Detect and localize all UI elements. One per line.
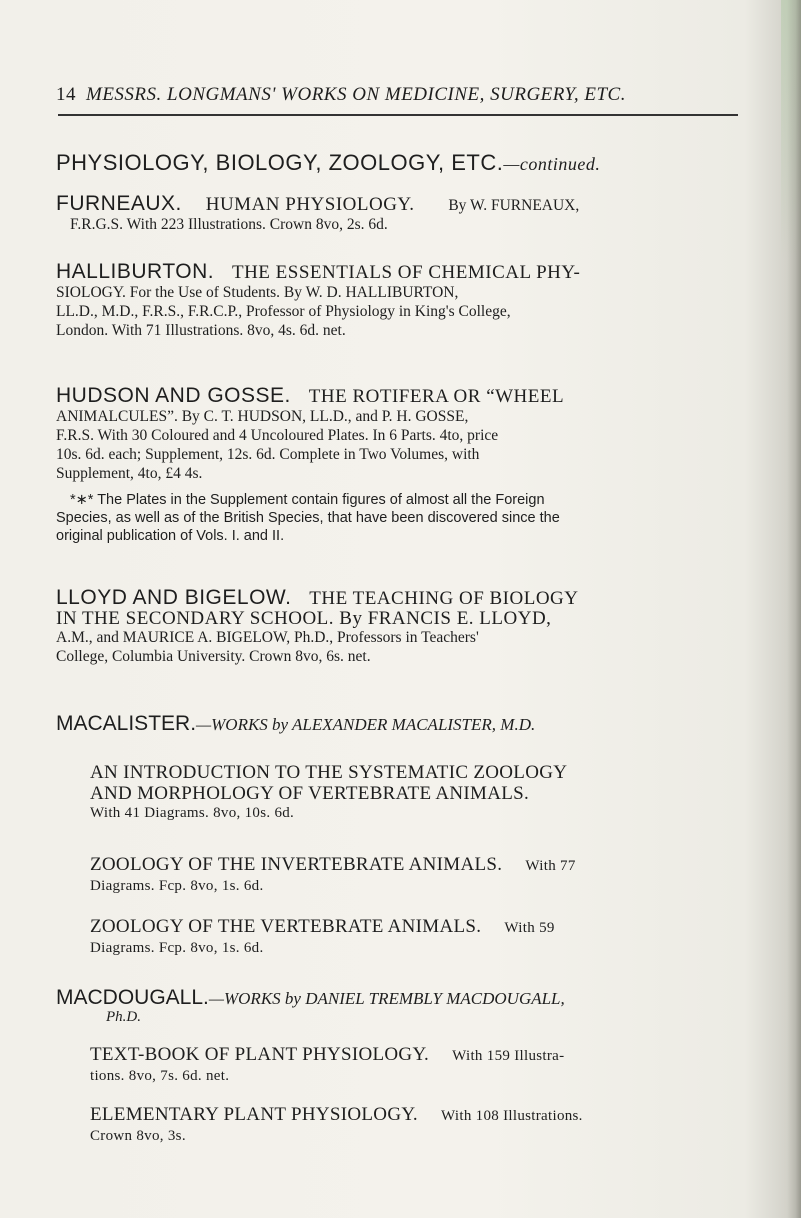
header-rule [58, 114, 738, 116]
author-works-heading-macdougall [56, 986, 565, 1024]
works-by-line: —WORKS by ALEXANDER MACALISTER, M.D. [196, 715, 536, 734]
running-head [56, 84, 756, 106]
work-tail: With 108 Illustrations. [441, 1108, 583, 1124]
entry-line: SIOLOGY. For the Use of Students. By W. D. HALLIBURTON, [56, 284, 459, 301]
work-item [90, 1044, 740, 1086]
entry-line: IN THE SECONDARY SCHOOL. By FRANCIS E. LLOYD, [56, 608, 552, 629]
work-title: ZOOLOGY OF THE INVERTEBRATE ANIMALS. [90, 854, 503, 875]
page-edge-shadow [787, 0, 801, 1218]
author-works-heading-macalister [56, 712, 535, 736]
entry-author: HALLIBURTON. [56, 260, 215, 283]
entry-line: ANIMALCULES”. By C. T. HUDSON, LL.D., and P. H. GOSSE, [56, 408, 469, 425]
section-heading [56, 150, 600, 176]
section-continued: —continued. [503, 154, 601, 174]
work-detail: Diagrams. Fcp. 8vo, 1s. 6d. [90, 940, 264, 956]
entry-line: Supplement, 4to, £4 4s. [56, 465, 203, 482]
entry-line: A.M., and MAURICE A. BIGELOW, Ph.D., Professors in Teachers' [56, 629, 479, 646]
entry-note: original publication of Vols. I. and II. [56, 528, 285, 544]
work-detail: Diagrams. Fcp. 8vo, 1s. 6d. [90, 878, 264, 894]
catalogue-entry-lloyd-bigelow [56, 588, 736, 666]
catalogue-entry-furneaux [56, 194, 736, 234]
author-degree: Ph.D. [106, 1009, 141, 1025]
works-by-line: —WORKS by DANIEL TREMBLY MACDOUGALL, [208, 989, 565, 1008]
entry-author: FURNEAUX. [56, 192, 182, 215]
entry-line: 10s. 6d. each; Supplement, 12s. 6d. Complete in Two Volumes, with [56, 446, 480, 463]
entry-title: THE ROTIFERA OR “WHEEL [308, 386, 565, 407]
work-title: ELEMENTARY PLANT PHYSIOLOGY. [90, 1104, 418, 1125]
work-detail: tions. 8vo, 7s. 6d. net. [90, 1068, 230, 1084]
work-item [90, 762, 740, 823]
entry-title: HUMAN PHYSIOLOGY. [205, 194, 415, 215]
entry-author: LLOYD AND BIGELOW. [56, 586, 292, 609]
work-item [90, 854, 740, 896]
catalogue-entry-halliburton [56, 262, 736, 340]
section-title: PHYSIOLOGY, BIOLOGY, ZOOLOGY, ETC. [56, 150, 504, 175]
work-item [90, 916, 740, 958]
work-title: AN INTRODUCTION TO THE SYSTEMATIC ZOOLOGY [90, 762, 568, 783]
entry-line: College, Columbia University. Crown 8vo, 6s. net. [56, 648, 371, 665]
work-detail: With 41 Diagrams. 8vo, 10s. 6d. [90, 805, 295, 821]
entry-note: Species, as well as of the British Species, that have been discovered since the [56, 510, 560, 526]
work-item [90, 1104, 740, 1146]
entry-line: F.R.S. With 30 Coloured and 4 Uncoloured Plates. In 6 Parts. 4to, price [56, 427, 499, 444]
running-head-text: MESSRS. LONGMANS' WORKS ON MEDICINE, SURGERY, ETC. [86, 84, 626, 105]
entry-author: HUDSON AND GOSSE. [56, 384, 291, 407]
author-name: MACALISTER. [56, 712, 197, 735]
entry-title: THE TEACHING OF BIOLOGY [309, 588, 579, 609]
work-title: ZOOLOGY OF THE VERTEBRATE ANIMALS. [90, 916, 482, 937]
work-title: AND MORPHOLOGY OF VERTEBRATE ANIMALS. [90, 783, 530, 804]
catalogue-entry-hudson-gosse [56, 386, 736, 545]
author-name: MACDOUGALL. [56, 986, 209, 1009]
work-tail: With 59 [504, 920, 555, 936]
work-tail: With 77 [525, 858, 576, 874]
entry-line: London. With 71 Illustrations. 8vo, 4s. 6d. net. [56, 322, 346, 339]
entry-details: By W. FURNEAUX, [448, 197, 580, 214]
entry-title: THE ESSENTIALS OF CHEMICAL PHY- [231, 262, 581, 283]
page-number: 14 [56, 84, 76, 105]
entry-note: *∗* The Plates in the Supplement contain figures of almost all the Foreign [70, 492, 545, 508]
work-detail: Crown 8vo, 3s. [90, 1128, 186, 1144]
entry-line: F.R.G.S. With 223 Illustrations. Crown 8vo, 2s. 6d. [70, 216, 388, 233]
entry-line: LL.D., M.D., F.R.S., F.R.C.P., Professor of Physiology in King's College, [56, 303, 511, 320]
work-tail: With 159 Illustra- [452, 1048, 565, 1064]
work-title: TEXT-BOOK OF PLANT PHYSIOLOGY. [90, 1044, 430, 1065]
